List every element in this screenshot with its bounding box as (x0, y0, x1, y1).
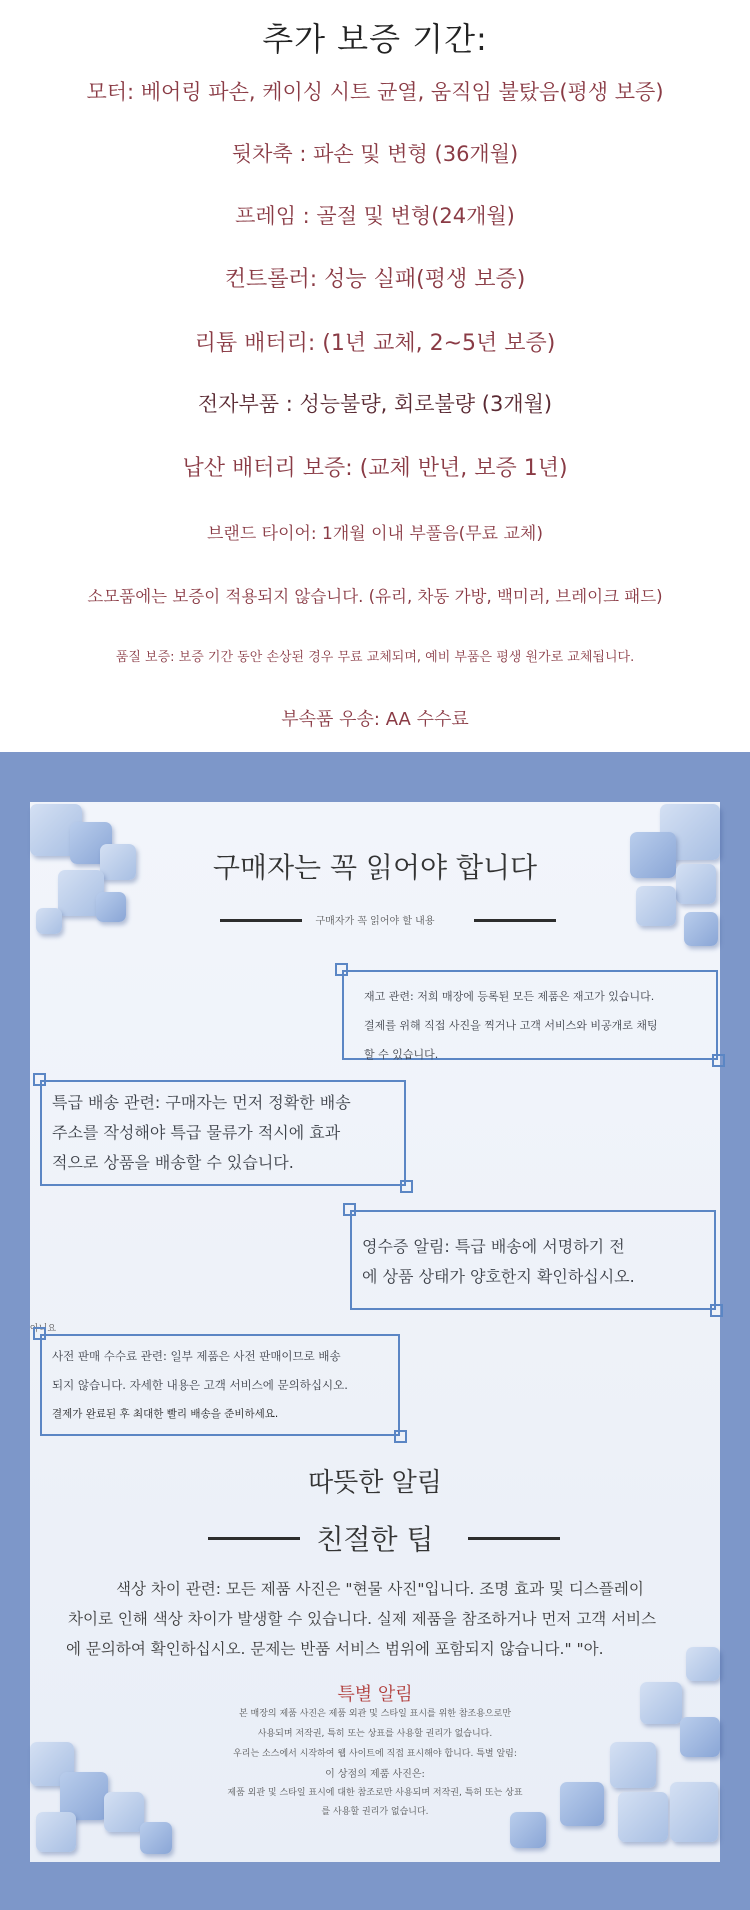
box-corner (343, 1203, 356, 1216)
stock-notice-box (342, 970, 718, 1060)
warm-notice-title: 따뜻한 알림 (308, 1468, 442, 1498)
decor-square (618, 1792, 668, 1842)
delivery-notice-line: 특급 배송 관련: 구매자는 먼저 정확한 배송 (52, 1093, 351, 1112)
warranty-line-rear-axle: 뒷차축 : 파손 및 변형 (36개월) (231, 142, 519, 166)
box-corner (33, 1073, 46, 1086)
warranty-line-electronics: 전자부품 : 성능불량, 회로불량 (3개월) (197, 392, 553, 416)
decor-square (140, 1822, 172, 1854)
box-corner (394, 1430, 407, 1443)
stock-notice-line: 재고 관련: 저희 매장에 등록된 모든 제품은 재고가 있습니다. (364, 990, 655, 1003)
presale-tag: 아니요 (30, 1324, 57, 1334)
warranty-line-lead-acid: 납산 배터리 보증: (교체 반년, 보증 1년) (182, 456, 568, 481)
delivery-notice-line: 적으로 상품을 배송할 수 있습니다. (52, 1153, 294, 1172)
special-notice-title: 특별 알림 (337, 1684, 413, 1705)
color-difference-text (58, 1574, 698, 1664)
stock-notice-line: 결제를 위해 직접 사진을 찍거나 고객 서비스와 비공개로 채팅 (364, 1019, 658, 1032)
presale-notice-line: 되지 않습니다. 자세한 내용은 고객 서비스에 문의하십시오. (52, 1378, 348, 1392)
buyer-notice-subtitle: 구매자가 꼭 읽어야 할 내용 (315, 916, 435, 927)
special-line: 우리는 소스에서 시작하여 웹 사이트에 직접 표시해야 합니다. 특별 알림: (233, 1749, 517, 1759)
stock-notice-line: 할 수 있습니다. (364, 1048, 439, 1061)
receipt-notice-text (362, 1232, 635, 1292)
warranty-line-motor: 모터: 베어링 파손, 케이싱 시트 균열, 움직임 불탔음(평생 보증) (86, 80, 664, 104)
stock-notice-text (364, 982, 658, 1069)
special-line: 이 상점의 제품 사진은: (325, 1769, 425, 1780)
presale-notice-text (52, 1342, 348, 1429)
warranty-line-frame: 프레임 : 골절 및 변형(24개월) (235, 204, 515, 228)
special-line: 본 매장의 제품 사진은 제품 외관 및 스타일 표시를 위한 참조용으로만 (238, 1709, 512, 1719)
warranty-line-lithium-battery: 리튬 배터리: (1년 교체, 2~5년 보증) (194, 331, 556, 356)
special-line: 를 사용할 권리가 없습니다. (321, 1807, 429, 1817)
warranty-line-shipping: 부속품 우송: AA 수수료 (281, 709, 469, 730)
delivery-notice-box (40, 1080, 406, 1186)
warranty-line-tire: 브랜드 타이어: 1개월 이내 부풀음(무료 교체) (206, 524, 543, 544)
box-corner (33, 1327, 46, 1340)
receipt-notice-line: 영수증 알림: 특급 배송에 서명하기 전 (362, 1237, 625, 1256)
box-corner (712, 1054, 725, 1067)
warranty-line-quality: 품질 보증: 보증 기간 동안 손상된 경우 무료 교체되며, 예비 부품은 평생 원가로 교체됩니다. (115, 650, 635, 665)
presale-notice-box (40, 1334, 400, 1436)
presale-notice-line: 결제가 완료된 후 최대한 빨리 배송을 준비하세요. (52, 1408, 279, 1420)
warranty-line-consumables: 소모품에는 보증이 적용되지 않습니다. (유리, 차동 가방, 백미러, 브레이크 패드) (87, 587, 663, 606)
warranty-title: 추가 보증 기간: (262, 20, 488, 58)
receipt-notice-line: 에 상품 상태가 양호한지 확인하십시오. (362, 1267, 635, 1286)
decor-square (510, 1812, 546, 1848)
box-corner (710, 1304, 723, 1317)
warranty-section (0, 0, 750, 752)
color-para-line: 색상 차이 관련: 모든 제품 사진은 "현물 사진"입니다. 조명 효과 및 디스플레이 (116, 1580, 644, 1598)
decor-square (36, 1812, 76, 1852)
kind-tips-title: 친절한 팁 (316, 1523, 434, 1556)
presale-notice-line: 사전 판매 수수료 관련: 일부 제품은 사전 판매이므로 배송 (52, 1349, 341, 1363)
box-corner (400, 1180, 413, 1193)
receipt-notice-box (350, 1210, 716, 1310)
delivery-notice-line: 주소를 작성해야 특급 물류가 적시에 효과 (52, 1123, 341, 1142)
warranty-line-controller: 컨트롤러: 성능 실패(평생 보증) (224, 267, 526, 292)
color-para-line: 차이로 인해 색상 차이가 발생할 수 있습니다. 실제 제품을 참조하거나 먼저 고객 서비스 (68, 1610, 657, 1628)
delivery-notice-text (52, 1088, 351, 1178)
box-corner (335, 963, 348, 976)
color-para-line: 에 문의하여 확인하십시오. 문제는 반품 서비스 범위에 포함되지 않습니다." "아. (66, 1640, 604, 1658)
special-line: 제품 외관 및 스타일 표시에 대한 참조로만 사용되며 저작권, 특허 또는 상표 (227, 1788, 523, 1798)
special-line: 사용되며 저작권, 특히 또는 상표를 사용할 권리가 없습니다. (257, 1729, 493, 1739)
buyer-notice-title: 구매자는 꼭 읽어야 합니다 (212, 851, 538, 884)
